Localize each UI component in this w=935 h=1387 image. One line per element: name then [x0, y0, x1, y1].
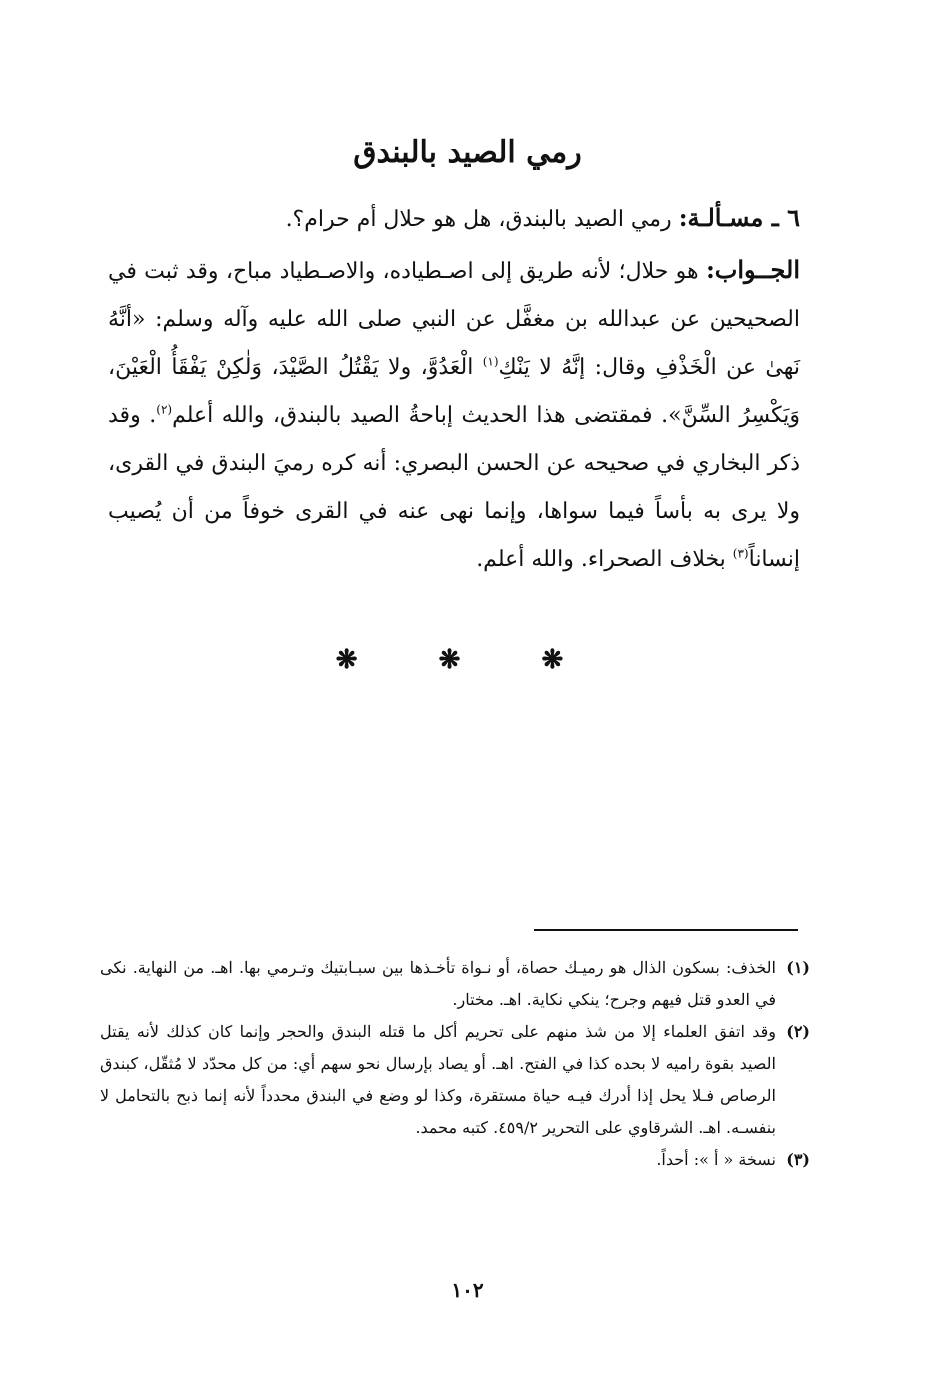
- footnote-ref-1[interactable]: (١): [482, 354, 499, 369]
- footnote-ref-2[interactable]: (٢): [156, 402, 173, 417]
- footnote-1: [100, 952, 810, 1016]
- main-text: [108, 194, 800, 584]
- answer-text-part2: الْعَدُوَّ، ولا يَقْتُلُ الصَّيْدَ، وَلٰكِنْ يَفْقَأُ الْعَيْنَ، وَيَكْسِرُ السِّنَّ». فمقتضى هذا الحديث إباحةُ الصيد بالبندق، والله أعلم: [108, 355, 800, 428]
- footnote-text: وقد اتفق العلماء إلا من شذ منهم على تحريم أكل ما قتله البندق والحجر وإنما كان كذلك لأنه يقتل الصيد بقوة راميه لا بحده كذا في الفتح. اهـ. أو يصاد بإرسال نحو سهم أي: من كل محدّد لا مُثقّل، كبندق الرصاص فـلا يحل إذا أدرك فيـه حياة مستقرة، وكذا لو وضع في البندق محدداً لأنه إنما ذبح بالتحامل لا بنفسـه. اهـ. الشرقاوي على التحرير ٤٥٩/٢. كتبه محمد.: [100, 1022, 776, 1137]
- answer-text-part1: هو حلال؛ لأنه طريق إلى اصـطياده، والاصـطياد مباح، وقد ثبت في الصحيحين عن عبدالله بن مغفَّل عن النبي صلى الله عليه وآله وسلم: «أنَّهُ نَهىٰ عن الْخَذْفِ وقال: إنَّهُ لا يَنْكِ: [108, 259, 800, 380]
- question-text: رمي الصيد بالبندق، هل هو حلال أم حرام؟.: [285, 207, 672, 232]
- page-title: رمي الصيد بالبندق: [353, 135, 582, 170]
- question-lead: ٦ ـ مسـألـة:: [678, 203, 800, 232]
- page-number: ١٠٢: [451, 1278, 484, 1302]
- answer-paragraph: [108, 246, 800, 584]
- section-separator: ❋ ❋ ❋: [335, 645, 600, 675]
- answer-lead: الجــواب:: [705, 255, 800, 284]
- footnote-2: [100, 1016, 810, 1144]
- answer-text-part4: بخلاف الصحراء. والله أعلم.: [476, 547, 733, 572]
- footnote-text: الخذف: بسكون الذال هو رميـك حصاة، أو نـواة تأخـذها بين سبـابتيك وتـرمي بها. اهـ. من النهاية. نكى في العدو قتل فيهم وجرح؛ ينكي نكاية. اهـ. مختار.: [100, 958, 776, 1009]
- footnote-ref-3[interactable]: (٣): [732, 546, 749, 561]
- footnote-3: [100, 1144, 810, 1176]
- footnote-text: نسخة « أ »: أحداً.: [656, 1150, 776, 1169]
- answer-text-part3: . وقد ذكر البخاري في صحيحه عن الحسن البصري: أنه كره رميَ البندق في القرى، ولا يرى به بأساً فيما سواها، وإنما نهى عنه في القرى خوفاً من أن يُصيب إنساناً: [108, 403, 800, 572]
- footnote-number: (٢): [786, 1022, 810, 1041]
- footnote-divider: [534, 929, 798, 931]
- footnote-number: (٣): [786, 1150, 810, 1169]
- question-paragraph: [108, 194, 800, 244]
- footnote-number: (١): [786, 958, 810, 977]
- footnotes: [100, 952, 810, 1176]
